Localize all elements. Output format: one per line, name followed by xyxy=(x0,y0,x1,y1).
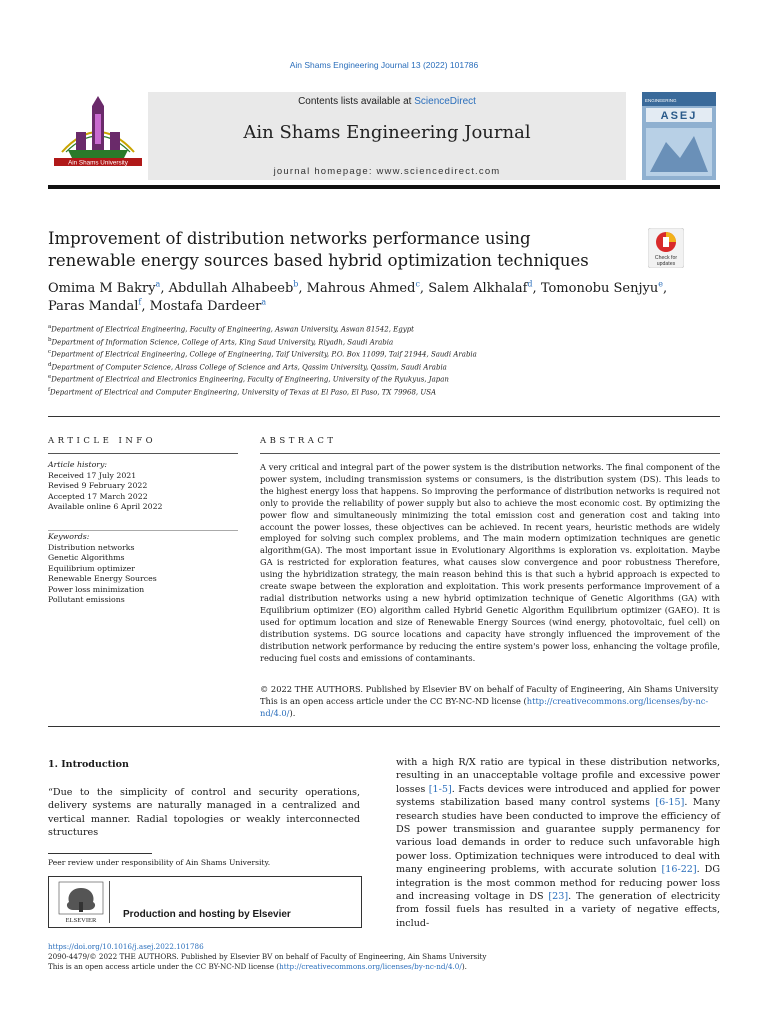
author-separator: , xyxy=(298,281,307,296)
cover-asej-text: ASEJ xyxy=(660,110,698,122)
history-item: Accepted 17 March 2022 xyxy=(48,491,148,501)
affiliation-marker: c xyxy=(48,349,52,356)
author-affiliation-marker[interactable]: f xyxy=(138,297,142,307)
journal-name: Ain Shams Engineering Journal xyxy=(243,122,531,143)
affiliation-marker: b xyxy=(48,336,52,343)
abstract-heading: ABSTRACT xyxy=(260,436,337,446)
affiliation-item xyxy=(48,322,698,335)
affiliation-marker: a xyxy=(48,324,52,330)
section-rule xyxy=(48,416,720,417)
intro-text-segment: with a high R/X ratio are typical in these distribution networks, resulting in an unacceptable voltage profile and excessive power losses xyxy=(396,757,720,795)
issn-line: 2090-4479/© 2022 THE AUTHORS. Published by Elsevier BV on behalf of Faculty of Engineering, Ain Shams University xyxy=(48,952,487,962)
author-affiliation-marker[interactable]: b xyxy=(293,279,299,289)
body-rule xyxy=(48,726,720,727)
affiliation-item xyxy=(48,372,698,385)
history-item: Available online 6 April 2022 xyxy=(48,502,163,511)
keyword-item: Distribution networks xyxy=(48,542,135,552)
affiliation-marker: d xyxy=(48,361,52,368)
peer-review-note: Peer review under responsibility of Ain Shams University. xyxy=(48,858,271,867)
intro-right-column xyxy=(396,756,720,930)
affiliation-marker: e xyxy=(48,374,52,381)
intro-text-segment: . DG integration is the most common method for reducing power loss and increasing voltage in DS xyxy=(396,864,720,903)
citation-ref-link[interactable]: [23] xyxy=(548,891,569,903)
author-name[interactable]: Paras Mandal xyxy=(48,299,139,314)
license-link[interactable]: http://creativecommons.org/licenses/by-nc-nd/4.0/ xyxy=(260,695,709,718)
keyword-item: Equilibrium optimizer xyxy=(48,563,135,573)
elsevier-production-box xyxy=(48,876,362,928)
keyword-item: Power loss minimization xyxy=(48,584,145,594)
keyword-item: Pollutant emissions xyxy=(48,595,125,604)
journal-citation-link[interactable]: Ain Shams Engineering Journal 13 (2022) 101786 xyxy=(289,60,479,70)
elsevier-tree-logo xyxy=(55,880,107,924)
check-for-updates-button[interactable] xyxy=(648,228,684,268)
author-separator: , xyxy=(662,281,668,296)
citation-ref-link[interactable]: [1-5] xyxy=(428,783,452,795)
license-line: This is an open access article under the CC BY-NC-ND license (http://creativecommons.org/licenses/by-nc-nd/4.0/). xyxy=(260,695,709,718)
author-affiliation-marker[interactable]: a xyxy=(155,279,161,289)
intro-left-column: “Due to the simplicity of control and security operations, delivery systems are naturally managed in a centralized and vertical manner. Radial topologies or weakly interconnected structures xyxy=(48,787,360,839)
author-separator: , xyxy=(160,281,169,296)
intro-text-segment: . The generation of electricity from fossil fuels has resulted in a variety of negative effects, includ- xyxy=(396,891,720,929)
author-name[interactable]: Mahrous Ahmed xyxy=(306,281,416,296)
keywords-block xyxy=(48,532,238,606)
author-affiliation-marker[interactable]: e xyxy=(658,279,663,289)
footnote-rule xyxy=(48,853,152,854)
journal-homepage[interactable]: journal homepage: www.sciencedirect.com xyxy=(273,166,501,177)
author-separator: , xyxy=(419,281,429,296)
crossmark-label-2: updates xyxy=(656,261,676,267)
crossmark-label-1: Check for xyxy=(654,255,678,261)
author-name[interactable]: Abdullah Alhabeeb xyxy=(168,281,294,296)
affiliation-item xyxy=(48,360,698,373)
keyword-item: Genetic Algorithms xyxy=(48,553,125,562)
production-hosting-text: Production and hosting by Elsevier xyxy=(123,909,291,920)
masthead-rule xyxy=(48,185,720,189)
article-title: Improvement of distribution networks performance using renewable energy sources based hybrid optimization techniques xyxy=(48,229,589,270)
elsevier-divider xyxy=(109,881,110,923)
abstract-text: A very critical and integral part of the power system is the distribution networks. The final component of the power system, including transmission systems or consumers, is the distribution system (DS). This leads to the highest energy loss that happens. So improving the performance of distribution networks is required not only to provide the reliability of power supply but also to achieve the most economic cost. By optimizing the power flow and simultaneously minimizing the total emission cost and generation cost and taking into account the power losses, these objectives can be achieved. In recent years, heuristic methods are widely employed for solving such complex problems, and The main modern optimization techniques are genetic algorithm(GA). The most important issue in Evolutionary Algorithms is exploration vs. exploitation. Maybe GA is restricted for exploration features, what causes slow convergence and poor robustness Therefore, using the hybridization strategy, the main reason behind this is that such a hybrid approach is expected to create swape between the exploration and exploitation. This work presents performance improvement of a radial distribution networks using a new hybrid optimization technique of Genetic Algorithms (GA) with Equilibrium optimizer (EO) algorithm called Hybrid Genetic Algorithm Equilibrium optimizer (GAEO). It is used for optimum location and size of Renewable Energy Sources (wind energy, photovoltaic, fuel cell) on distribution systems. DG source locations and capacity have strongly influenced the improvement of the distribution network performance by reducing the entire system's power loss, enhancing the voltage profile, reducing fuel costs and emissions of contaminants. xyxy=(260,462,720,663)
citation-ref-link[interactable]: [16-22] xyxy=(661,864,697,876)
article-info-heading: ARTICLE INFO xyxy=(48,436,157,446)
keywords-rule xyxy=(48,530,238,531)
intro-heading: 1. Introduction xyxy=(48,759,129,770)
contents-line: Contents lists available at ScienceDirect xyxy=(298,96,476,107)
affiliation-text: Department of Electrical Engineering, Faculty of Engineering, Aswan University, Aswan 81542, Egypt xyxy=(51,325,414,334)
abstract-copyright xyxy=(260,684,720,720)
copyright-line: © 2022 THE AUTHORS. Published by Elsevier BV on behalf of Faculty of Engineering, Ain Shams University xyxy=(260,684,719,694)
affiliation-text: Department of Information Science, College of Arts, King Saud University, Riyadh, Saudi Arabia xyxy=(51,337,394,346)
article-history xyxy=(48,460,238,513)
author-name[interactable]: Mostafa Dardeer xyxy=(149,299,262,314)
author-separator: , xyxy=(141,299,150,314)
page-footer xyxy=(48,942,708,973)
author-affiliation-marker[interactable]: a xyxy=(261,297,267,307)
author-affiliation-marker[interactable]: c xyxy=(415,279,420,289)
footer-license-line: This is an open access article under the CC BY-NC-ND license (http://creativecommons.org/licenses/by-nc-nd/4.0/). xyxy=(48,962,467,972)
intro-text-segment: . Facts devices were introduced and applied for power systems stabilization based many control systems xyxy=(396,783,720,809)
history-item: Received 17 July 2021 xyxy=(48,470,137,480)
journal-banner xyxy=(148,92,626,180)
doi-link[interactable]: https://doi.org/10.1016/j.asej.2022.101786 xyxy=(48,942,204,951)
author-name[interactable]: Salem Alkhalaf xyxy=(428,281,528,296)
keyword-item: Renewable Energy Sources xyxy=(48,574,157,583)
cover-small-text: ENGINEERING xyxy=(645,98,677,103)
author-list xyxy=(48,280,688,316)
history-item: Revised 9 February 2022 xyxy=(48,481,148,490)
affiliation-item xyxy=(48,385,698,398)
affiliation-list xyxy=(48,322,698,397)
university-logo xyxy=(48,92,148,180)
affiliation-item xyxy=(48,347,698,360)
abstract-rule xyxy=(260,453,720,454)
citation-ref-link[interactable]: [6-15] xyxy=(655,797,685,809)
journal-masthead xyxy=(48,92,720,184)
sciencedirect-link[interactable]: ScienceDirect xyxy=(414,96,476,107)
keywords-heading: Keywords: xyxy=(48,532,90,541)
affiliation-text: Department of Electrical and Computer Engineering, University of Texas at El Paso, El Paso, TX 79968, USA xyxy=(50,387,437,396)
author-name[interactable]: Tomonobu Senjyu xyxy=(540,281,659,296)
history-heading: Article history: xyxy=(48,460,108,469)
author-separator: , xyxy=(532,281,541,296)
affiliation-text: Department of Electrical Engineering, College of Engineering, Taif University, P.O. Box 11099, Taif 21944, Saudi Arabia xyxy=(51,350,477,359)
author-affiliation-marker[interactable]: d xyxy=(527,279,533,289)
journal-cover-thumbnail xyxy=(636,92,720,180)
intro-text-segment: . Many research studies have been conducted to improve the efficiency of DS power transmission and guarantee supply permanency for various load demands in order to reduce such unfavorable high power loss. Optimization techniques were introduced to deal with many engineering problems, with accurate solution xyxy=(396,797,720,876)
affiliation-text: Department of Computer Science, Alrass College of Science and Arts, Qassim University, Qassim, Saudi Arabia xyxy=(51,362,447,371)
affiliation-text: Department of Electrical and Electronics Engineering, Faculty of Engineering, University of the Ryukyus, Japan xyxy=(51,375,449,384)
affiliation-item xyxy=(48,335,698,348)
footer-license-link[interactable]: http://creativecommons.org/licenses/by-nc-nd/4.0/ xyxy=(279,962,462,972)
affiliation-marker: f xyxy=(48,386,51,393)
university-logo-text: Ain Shams University xyxy=(68,159,128,167)
author-name[interactable]: Omima M Bakry xyxy=(48,281,156,296)
elsevier-wordmark: ELSEVIER xyxy=(65,917,97,924)
article-info-rule xyxy=(48,453,238,454)
